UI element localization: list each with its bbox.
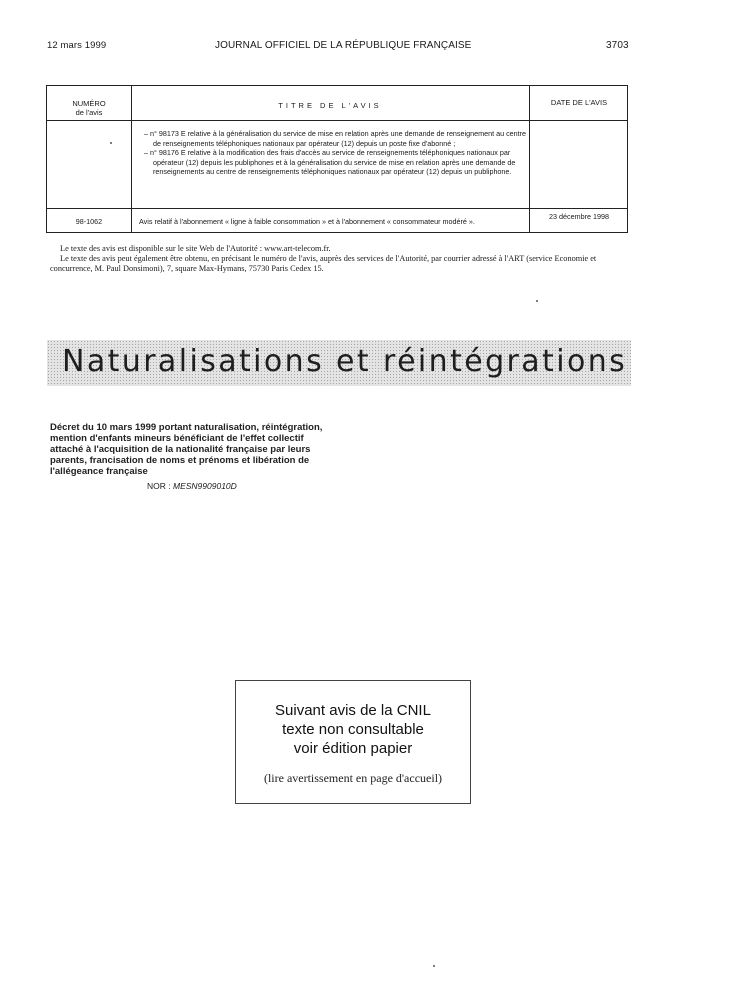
note-availability: Le texte des avis est disponible sur le site Web de l'Autorité : www.art-telecom.fr. [60, 244, 331, 253]
avis-items-cell [144, 129, 527, 177]
header-date: DATE DE L'AVIS [550, 98, 608, 107]
table-divider [529, 86, 530, 232]
table-divider [47, 208, 627, 209]
page-number: 3703 [606, 40, 629, 51]
scan-speck [433, 965, 435, 967]
header-numero-line1: NUMÉRO [72, 99, 106, 108]
avis-items-list [144, 129, 527, 177]
scan-speck [110, 142, 112, 144]
header-numero-line2: de l'avis [75, 108, 103, 117]
list-item: – n° 98173 E relative à la généralisation du service de mise en relation après une demande de renseignement au centre de renseignements téléphoniques nationaux par opérateur (12) depuis un poste fixe d'abonné ; [144, 129, 527, 148]
cnil-line3: voir édition papier [293, 740, 413, 757]
journal-title: JOURNAL OFFICIEL DE LA RÉPUBLIQUE FRANÇAISE [215, 40, 472, 51]
cnil-note: (lire avertissement en page d'accueil) [263, 771, 443, 785]
decree-title: Décret du 10 mars 1999 portant naturalisation, réintégration, mention d'enfants mineurs bénéficiant de l'effet collectif attaché à l'acquisition de la nationalité française par leurs parents, francisation de noms et prénoms et libération de l'allégeance française [50, 422, 323, 477]
section-title: Naturalisations et réintégrations [62, 344, 628, 379]
header-numero [47, 99, 131, 117]
section-heading-band [47, 340, 631, 386]
table-divider [47, 120, 627, 121]
nor-reference [147, 481, 237, 491]
page-date: 12 mars 1999 [47, 40, 107, 51]
note-contact: Le texte des avis peut également être obtenu, en précisant le numéro de l'avis, auprès des services de l'Autorité, par courrier adressé à l'ART (service Economie et concurrence, M. Paul Donsimoni), 7, square Max-Hymans, 75730 Paris Cedex 15. [50, 254, 597, 273]
list-item: – n° 98176 E relative à la modification des frais d'accès au service de renseignements téléphoniques nationaux par opérateur (12) depuis les publiphones et à la généralisation du service de mise en relation après une demande de renseignements au centre de renseignements téléphoniques nationaux par opérateur (12) depuis un publiphone. [144, 148, 516, 176]
cnil-notice-box [235, 680, 471, 804]
cnil-line1: Suivant avis de la CNIL [275, 702, 431, 719]
row2-date: 23 décembre 1998 [549, 212, 609, 221]
header-titre: TITRE DE L'AVIS [278, 101, 382, 110]
nor-code: MESN9909010D [173, 481, 237, 491]
row2-title: Avis relatif à l'abonnement « ligne à faible consommation » et à l'abonnement « consommateur modéré ». [139, 217, 475, 226]
avis-table [46, 85, 628, 233]
scan-speck [536, 300, 538, 302]
nor-label: NOR : [147, 481, 171, 491]
row2-number: 98-1062 [75, 217, 103, 226]
cnil-line2: texte non consultable [282, 721, 424, 738]
